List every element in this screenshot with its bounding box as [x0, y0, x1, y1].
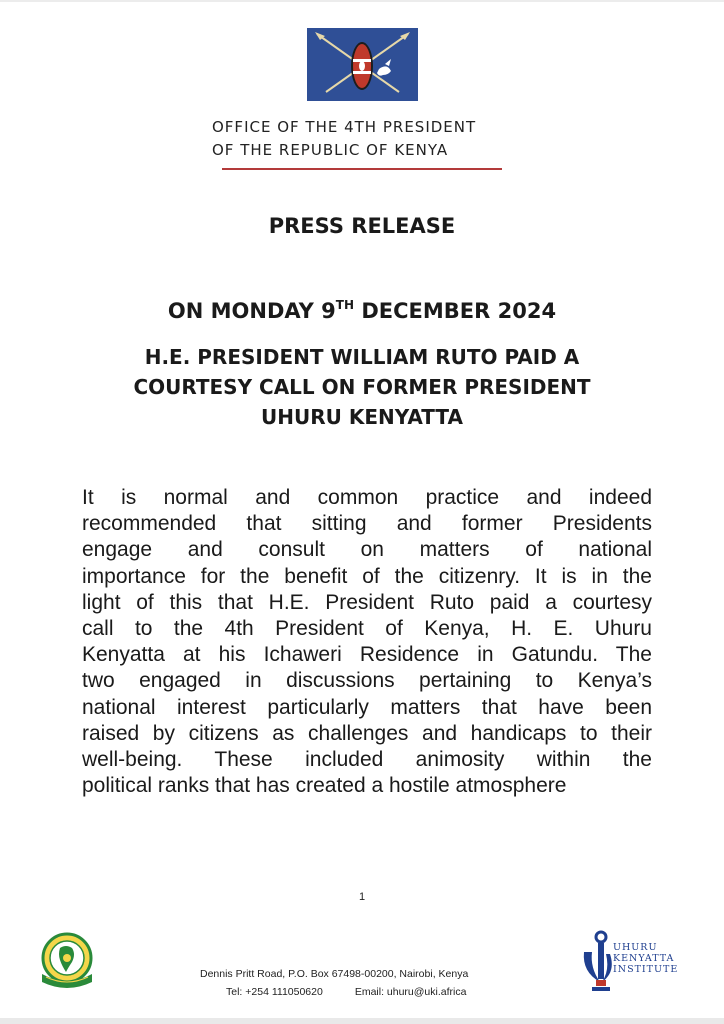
top-edge — [0, 0, 724, 2]
kenya-coat-of-arms-icon — [307, 28, 418, 101]
release-date-prefix: ON MONDAY 9 — [167, 299, 336, 323]
uki-emblem-mark — [580, 930, 614, 996]
institute-name-line: INSTITUTE — [613, 964, 679, 975]
header-divider — [222, 168, 502, 170]
contact-footer — [200, 965, 520, 1001]
footer-email: Email: uhuru@uki.africa — [354, 986, 467, 998]
office-title — [212, 116, 512, 162]
body-line: national interest particularly matters that have been — [82, 695, 652, 719]
footer-contact-row — [200, 983, 520, 1001]
institute-name-line: UHURU — [613, 942, 658, 953]
body-line: importance for the benefit of the citizenry. It is in the — [82, 564, 652, 588]
body-line: It is normal and common practice and indeed — [82, 486, 652, 509]
body-line: political ranks that has created a hostile atmosphere — [82, 774, 567, 798]
press-release-label: PRESS RELEASE — [268, 214, 456, 238]
release-date-month-year: DECEMBER 2024 — [354, 299, 557, 323]
body-line: two engaged in discussions pertaining to Kenya’s — [82, 669, 652, 693]
body-line: well-being. These included animosity within the — [82, 748, 652, 772]
office-title-line-2: OF THE REPUBLIC OF KENYA — [212, 141, 449, 159]
bottom-edge — [0, 1018, 724, 1024]
body-line: engage and consult on matters of national — [82, 538, 652, 562]
release-title-line: COURTESY CALL ON FORMER PRESIDENT — [133, 375, 591, 399]
release-body — [82, 485, 652, 799]
institute-name — [613, 942, 678, 975]
release-title-line: UHURU KENYATTA — [261, 405, 463, 429]
footer-telephone: Tel: +254 111050620 — [226, 986, 323, 998]
page-number: 1 — [358, 891, 366, 903]
release-date-suffix-ordinal: TH — [335, 298, 355, 312]
body-line: Kenyatta at his Ichaweri Residence in Gatundu. The — [82, 643, 652, 667]
office-title-line-1: OFFICE OF THE 4TH PRESIDENT — [212, 118, 477, 136]
release-title-line: H.E. PRESIDENT WILLIAM RUTO PAID A — [144, 345, 580, 369]
institute-name-line: KENYATTA — [613, 953, 675, 964]
body-line: recommended that sitting and former Presidents — [82, 512, 652, 536]
body-line: light of this that H.E. President Ruto paid a courtesy — [82, 590, 652, 614]
release-date — [0, 298, 724, 323]
body-line: raised by citizens as challenges and handicaps to their — [82, 721, 652, 745]
release-title — [0, 342, 724, 432]
uhuru-kenyatta-institute-logo-icon — [580, 930, 690, 996]
body-line: call to the 4th President of Kenya, H. E. Uhuru — [82, 617, 652, 641]
east-african-community-logo-icon — [36, 930, 98, 992]
footer-address: Dennis Pritt Road, P.O. Box 67498-00200, Nairobi, Kenya — [200, 968, 469, 980]
